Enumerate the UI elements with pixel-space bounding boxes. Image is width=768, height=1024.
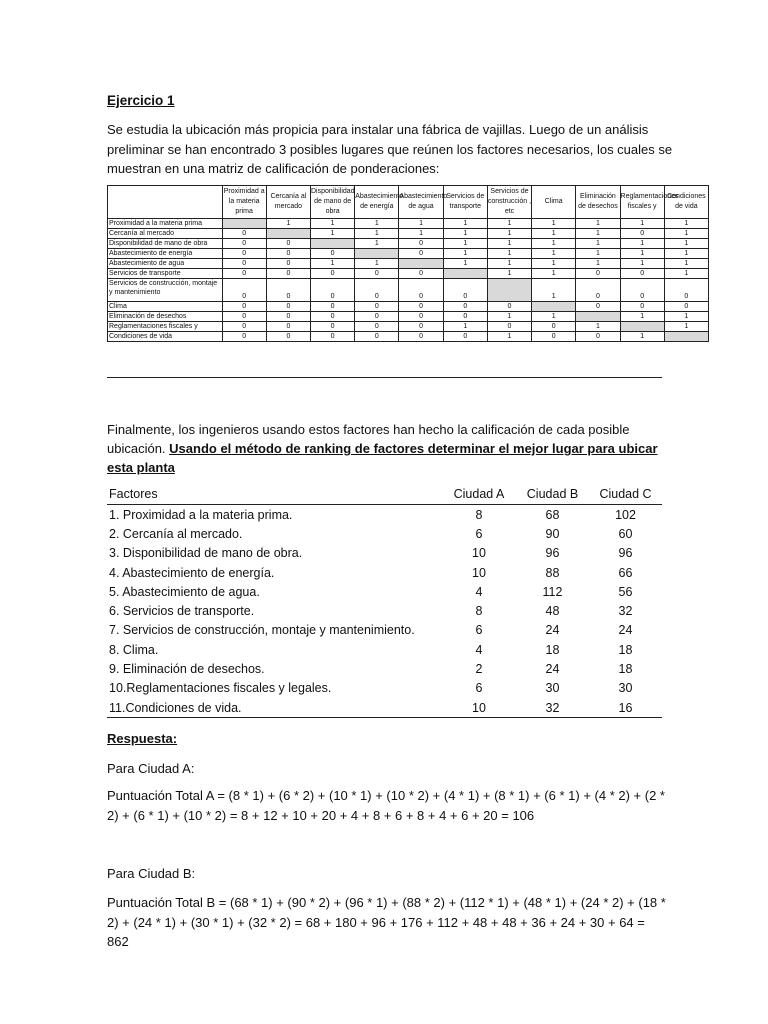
matrix-cell: 0 [399,322,443,332]
matrix-cell: 1 [664,322,708,332]
matrix-cell: 1 [664,312,708,322]
matrix-cell: 0 [266,302,310,312]
ranking-score: 88 [545,565,560,580]
matrix-cell: 1 [487,219,531,229]
ranking-row [107,544,662,563]
matrix-row [108,332,709,342]
matrix-column-header: Proximidad a la materia prima [222,186,266,219]
matrix-cell: 1 [399,219,443,229]
matrix-cell: 1 [487,269,531,279]
matrix-row [108,302,709,312]
matrix-diagonal-cell [222,219,266,229]
ranking-score: 48 [545,604,560,619]
ranking-score: 102 [615,507,636,522]
matrix-column-header: Disponibilidad de mano de obra [311,186,355,219]
matrix-row [108,229,709,239]
matrix-cell: 0 [355,312,399,322]
ranking-row [107,679,662,698]
matrix-cell: 0 [222,302,266,312]
matrix-row [108,259,709,269]
matrix-row-label: Cercanía al mercado [108,229,223,239]
matrix-cell: 0 [311,279,355,302]
matrix-cell: 1 [311,229,355,239]
matrix-cell: 1 [532,259,576,269]
matrix-row-label: Proximidad a la materia prima [108,219,223,229]
matrix-cell: 0 [620,302,664,312]
ranking-factor: 6. Servicios de transporte. [109,604,255,619]
matrix-diagonal-cell [355,249,399,259]
ranking-factor: 3. Disponibilidad de mano de obra. [109,546,303,561]
matrix-diagonal-cell [487,279,531,302]
matrix-cell: 1 [664,219,708,229]
matrix-cell: 1 [443,219,487,229]
ranking-score: 30 [618,681,633,696]
matrix-cell: 0 [222,239,266,249]
matrix-row [108,312,709,322]
ranking-score: 10 [442,698,516,718]
ranking-score: 6 [475,623,483,638]
matrix-row-label: Abastecimiento de energía [108,249,223,259]
matrix-cell: 0 [620,229,664,239]
ranking-score: 18 [618,642,633,657]
matrix-row-label: Reglamentaciones fiscales y [108,322,223,332]
matrix-cell: 0 [266,249,310,259]
ranking-score: 2 [475,662,483,677]
matrix-cell: 1 [576,239,620,249]
matrix-diagonal-cell [620,322,664,332]
matrix-cell: 0 [222,322,266,332]
matrix-cell: 0 [266,279,310,302]
ranking-row [107,698,662,718]
ranking-row [107,524,662,543]
ranking-score: 6 [475,681,483,696]
matrix-row-label: Servicios de construcción, montaje y mantenimiento [108,279,223,302]
matrix-row [108,269,709,279]
ranking-factor: 7. Servicios de construcción, montaje y mantenimiento. [109,623,415,638]
matrix-diagonal-cell [532,302,576,312]
ranking-row [107,621,662,640]
ranking-score: 6 [475,526,483,541]
matrix-cell: 1 [576,249,620,259]
ranking-factor: 1. Proximidad a la materia prima. [109,507,293,522]
matrix-cell: 1 [664,269,708,279]
matrix-column-header: Condiciones de vida [664,186,708,219]
final-paragraph-text: Finalmente, los ingenieros usando estos factores han hecho la calificación de cada posible ubicación. [107,422,630,456]
matrix-cell: 1 [355,219,399,229]
matrix-cell: 1 [355,239,399,249]
matrix-cell: 0 [222,229,266,239]
matrix-cell: 1 [355,229,399,239]
matrix-cell: 0 [487,302,531,312]
ranking-score: 66 [618,565,633,580]
matrix-column-header: Servicios de transporte [443,186,487,219]
matrix-cell: 1 [443,259,487,269]
ranking-score: 96 [545,546,560,561]
matrix-cell: 1 [532,312,576,322]
matrix-cell: 0 [399,269,443,279]
city-b-total: Puntuación Total B = (68 * 1) + (90 * 2) + (96 * 1) + (88 * 2) + (112 * 1) + (48 * 1) + (24 * 2) + (18 * 2) + (24 * 1) + (30 * 1) + (32 * 2) = 68 + 180 + 96 + 176 + 112 + 48 + 48 + 36 + 24 + 30 + 64 = 862 [107,895,666,949]
answer-heading: Respuesta: [107,731,178,746]
weighting-matrix [107,185,709,342]
ranking-score: 24 [618,623,633,638]
matrix-column-header: Abastecimiento de energía [355,186,399,219]
ranking-factor: 10.Reglamentaciones fiscales y legales. [109,681,332,696]
ranking-factor: 4. Abastecimiento de energía. [109,565,275,580]
matrix-cell: 1 [443,239,487,249]
exercise-title: Ejercicio 1 [107,93,175,108]
matrix-column-header: Cercanía al mercado [266,186,310,219]
matrix-row-label: Abastecimiento de agua [108,259,223,269]
matrix-cell: 1 [664,229,708,239]
matrix-cell: 0 [399,312,443,322]
matrix-cell: 1 [532,229,576,239]
matrix-cell: 0 [311,249,355,259]
matrix-cell: 0 [222,259,266,269]
matrix-cell: 1 [487,229,531,239]
ranking-row [107,640,662,659]
divider-line [107,377,662,378]
ranking-factor: 11.Condiciones de vida. [107,698,442,718]
matrix-cell: 1 [532,269,576,279]
matrix-cell: 0 [443,332,487,342]
ranking-row [107,505,662,525]
matrix-cell: 1 [487,259,531,269]
matrix-cell: 1 [532,239,576,249]
ranking-header-factores: Factores [107,484,442,505]
matrix-diagonal-cell [443,269,487,279]
matrix-cell: 1 [664,259,708,269]
intro-paragraph: Se estudia la ubicación más propicia para instalar una fábrica de vajillas. Luego de un análisis preliminar se han encontrado 3 posibles lugares que reúnen los factores necesarios, los cuales se muestran en una matriz de calificación de ponderaciones: [107,122,673,176]
final-paragraph-instruction: Usando el método de ranking de factores determinar el mejor lugar para ubicar esta planta [107,441,658,475]
matrix-cell: 0 [311,312,355,322]
matrix-cell: 1 [532,219,576,229]
matrix-cell: 1 [664,249,708,259]
matrix-cell: 0 [266,322,310,332]
matrix-cell: 0 [266,312,310,322]
matrix-cell: 0 [399,279,443,302]
matrix-cell: 0 [311,302,355,312]
ranking-score: 60 [618,526,633,541]
matrix-cell: 0 [266,259,310,269]
matrix-body [108,219,709,342]
matrix-row-label: Disponibilidad de mano de obra [108,239,223,249]
matrix-cell: 0 [443,279,487,302]
matrix-cell: 0 [576,279,620,302]
matrix-cell: 1 [576,259,620,269]
matrix-row [108,239,709,249]
matrix-cell: 1 [576,219,620,229]
ranking-score: 112 [542,584,563,599]
matrix-cell: 0 [620,279,664,302]
matrix-cell: 1 [487,239,531,249]
ranking-score: 16 [589,698,662,718]
ranking-score: 32 [516,698,589,718]
ranking-score: 56 [618,584,633,599]
matrix-cell: 1 [355,259,399,269]
matrix-row [108,219,709,229]
final-paragraph [107,420,667,477]
matrix-cell: 0 [311,332,355,342]
matrix-diagonal-cell [399,259,443,269]
ranking-score: 10 [472,546,486,561]
matrix-cell: 0 [222,332,266,342]
matrix-column-header: Abastecimiento de agua [399,186,443,219]
matrix-cell: 1 [532,279,576,302]
ranking-header-ciudad-a: Ciudad A [442,484,516,505]
ranking-row [107,563,662,582]
matrix-cell: 1 [620,259,664,269]
matrix-row-label: Eliminación de desechos [108,312,223,322]
ranking-score: 24 [545,623,560,638]
matrix-cell: 1 [487,332,531,342]
matrix-column-header: Clima [532,186,576,219]
ranking-score: 68 [545,507,560,522]
ranking-score: 32 [618,604,633,619]
matrix-cell: 1 [266,219,310,229]
matrix-diagonal-cell [664,332,708,342]
matrix-cell: 0 [399,302,443,312]
ranking-row [107,601,662,620]
ranking-score: 96 [618,546,633,561]
ranking-score: 24 [545,662,560,677]
matrix-cell: 0 [576,269,620,279]
city-a-label: Para Ciudad A: [107,761,195,776]
ranking-factor: 9. Eliminación de desechos. [109,662,265,677]
ranking-score: 30 [545,681,560,696]
matrix-corner-cell [108,186,223,219]
ranking-row [107,582,662,601]
matrix-cell: 0 [266,239,310,249]
matrix-cell: 0 [266,332,310,342]
matrix-cell: 0 [355,332,399,342]
matrix-cell: 1 [311,219,355,229]
matrix-row-label: Servicios de transporte [108,269,223,279]
matrix-cell: 0 [576,332,620,342]
ranking-score: 18 [618,662,633,677]
ranking-factor: 5. Abastecimiento de agua. [109,584,260,599]
matrix-diagonal-cell [576,312,620,322]
ranking-header-row [107,484,662,505]
matrix-cell: 0 [222,279,266,302]
matrix-cell: 0 [664,302,708,312]
matrix-cell: 1 [311,259,355,269]
matrix-cell: 1 [620,332,664,342]
city-b-label: Para Ciudad B: [107,866,196,881]
matrix-cell: 0 [222,269,266,279]
ranking-score: 18 [545,642,560,657]
ranking-factor: 2. Cercanía al mercado. [109,526,243,541]
ranking-score: 8 [475,507,483,522]
matrix-cell: 0 [443,302,487,312]
matrix-cell: 0 [355,302,399,312]
matrix-cell: 0 [532,322,576,332]
matrix-diagonal-cell [311,239,355,249]
matrix-cell: 0 [355,279,399,302]
matrix-cell: 0 [355,322,399,332]
matrix-row [108,249,709,259]
matrix-cell: 0 [576,302,620,312]
matrix-cell: 1 [620,249,664,259]
matrix-cell: 0 [355,269,399,279]
matrix-diagonal-cell [266,229,310,239]
matrix-cell: 1 [487,312,531,322]
matrix-cell: 0 [222,312,266,322]
ranking-row [107,659,662,678]
matrix-cell: 1 [487,249,531,259]
ranking-score: 8 [475,604,483,619]
matrix-cell: 0 [443,312,487,322]
ranking-score: 90 [545,526,560,541]
matrix-cell: 0 [399,332,443,342]
matrix-cell: 0 [266,269,310,279]
matrix-cell: 0 [620,269,664,279]
ranking-factor: 8. Clima. [109,642,159,657]
matrix-cell: 1 [620,239,664,249]
matrix-cell: 1 [443,322,487,332]
matrix-cell: 0 [311,322,355,332]
matrix-cell: 1 [620,312,664,322]
ranking-header-ciudad-b: Ciudad B [516,484,589,505]
matrix-cell: 1 [399,229,443,239]
matrix-cell: 1 [664,239,708,249]
matrix-cell: 0 [222,249,266,259]
matrix-row [108,322,709,332]
matrix-cell: 1 [576,322,620,332]
matrix-cell: 1 [443,249,487,259]
ranking-score: 4 [475,584,483,599]
matrix-cell: 0 [311,269,355,279]
matrix-cell: 0 [487,322,531,332]
matrix-column-header: Servicios de construcción , etc [487,186,531,219]
ranking-score: 10 [472,565,486,580]
matrix-row-label: Condiciones de vida [108,332,223,342]
matrix-cell: 0 [664,279,708,302]
matrix-column-header: Eliminación de desechos [576,186,620,219]
matrix-cell: 1 [620,219,664,229]
matrix-cell: 1 [576,229,620,239]
ranking-body [107,505,662,718]
ranking-header-ciudad-c: Ciudad C [589,484,662,505]
matrix-cell: 0 [399,249,443,259]
matrix-column-header: Reglamentaciones fiscales y [620,186,664,219]
matrix-row-label: Clima [108,302,223,312]
city-a-total: Puntuación Total A = (8 * 1) + (6 * 2) + (10 * 1) + (10 * 2) + (4 * 1) + (8 * 1) + (6 * 1) + (4 * 2) + (2 * 2) + (6 * 1) + (10 * 2) = 8 + 12 + 10 + 20 + 4 + 8 + 6 + 8 + 4 + 6 + 20 = 106 [107,788,665,823]
matrix-cell: 1 [443,229,487,239]
matrix-header-row [108,186,709,219]
matrix-row [108,279,709,302]
matrix-cell: 0 [399,239,443,249]
ranking-score: 4 [475,642,483,657]
matrix-cell: 0 [532,332,576,342]
matrix-cell: 1 [532,249,576,259]
ranking-table [107,484,662,718]
